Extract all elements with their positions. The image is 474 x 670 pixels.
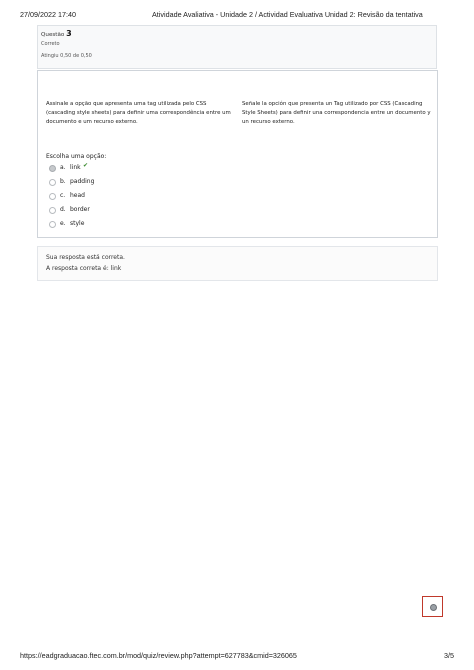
question-grade: Atingiu 0,50 de 0,50 (41, 53, 92, 59)
print-url: https://eadgraduacao.ftec.com.br/mod/quiz/review.php?attempt=627783&cmid=326065 (20, 651, 297, 660)
radio-button[interactable] (49, 193, 56, 200)
question-info-box (37, 25, 437, 69)
feedback-box (37, 246, 438, 281)
print-datetime: 27/09/2022 17:40 (20, 10, 76, 19)
option-text: head (70, 192, 85, 199)
back-to-top-button[interactable] (422, 596, 443, 617)
option-text: link (70, 164, 81, 171)
print-page-title: Atividade Avaliativa - Unidade 2 / Actividad Evaluativa Unidad 2: Revisão da tentativa (152, 10, 423, 19)
question-number-value: 3 (66, 29, 72, 38)
option-text: style (70, 220, 85, 227)
radio-button[interactable] (49, 179, 56, 186)
option-letter: b. (60, 178, 66, 185)
option-letter: e. (60, 220, 66, 227)
feedback-result: Sua resposta está correta. (46, 254, 125, 261)
back-to-top-icon (430, 604, 437, 611)
radio-button[interactable] (49, 207, 56, 214)
print-page-number: 3/5 (444, 651, 454, 660)
radio-button[interactable] (49, 165, 56, 172)
question-text-spanish: Señale la opción que presenta un Tag utilizado por CSS (Cascading Style Sheets) para definir una correspondencia entre un documento y un recurso externo. (242, 101, 431, 126)
question-label: Questão (41, 32, 65, 38)
option-letter: d. (60, 206, 66, 213)
radio-button[interactable] (49, 221, 56, 228)
option-letter: a. (60, 164, 66, 171)
option-text: padding (70, 178, 95, 185)
feedback-correct-answer: A resposta correta é: link (46, 265, 122, 272)
question-number (41, 29, 72, 38)
question-state: Correto (41, 41, 60, 47)
question-formulation (37, 70, 438, 238)
question-text-portuguese: Assinale a opção que apresenta uma tag utilizada pelo CSS (cascading style sheets) para definir uma correspondência entre um documento e um recurso externo. (46, 101, 231, 126)
option-letter: c. (60, 192, 66, 199)
correct-check-icon: ✔ (83, 162, 89, 169)
answer-prompt: Escolha uma opção: (46, 153, 107, 160)
option-text: border (70, 206, 90, 213)
